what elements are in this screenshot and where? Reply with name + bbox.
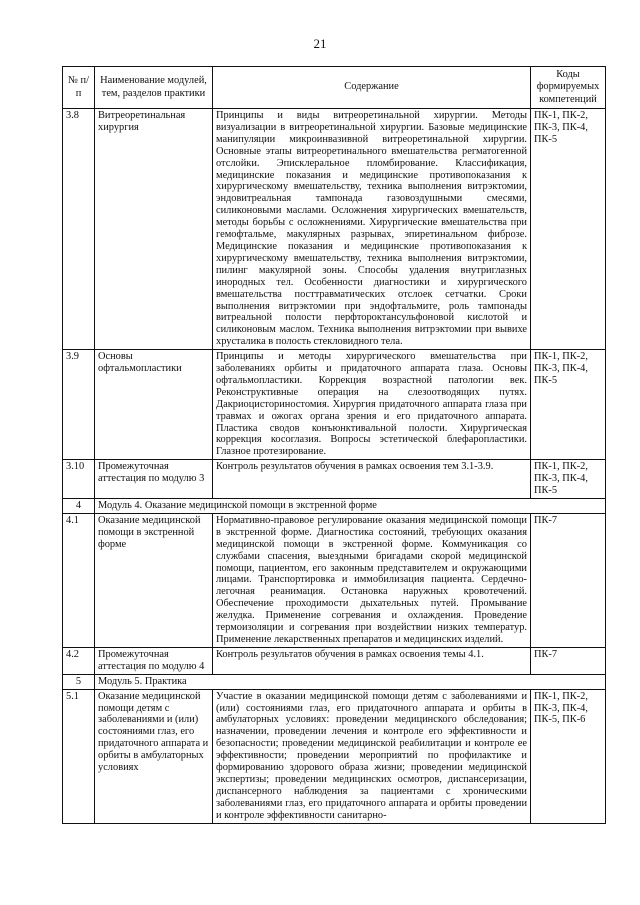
row-codes: ПК-1, ПК-2, ПК-3, ПК-4, ПК-5 (531, 350, 606, 460)
row-codes: ПК-1, ПК-2, ПК-3, ПК-4, ПК-5 (531, 460, 606, 499)
module-num: 4 (63, 499, 95, 514)
row-name: Промежуточная аттестация по модулю 3 (95, 460, 213, 499)
table-row-3-8 (63, 109, 606, 350)
table-row-5-1 (63, 689, 606, 823)
table-row-4-2 (63, 647, 606, 674)
row-name: Витреоретинальная хирургия (95, 109, 213, 350)
module-4-row (63, 499, 606, 514)
row-codes: ПК-1, ПК-2, ПК-3, ПК-4, ПК-5, ПК-6 (531, 689, 606, 823)
page-number: 21 (313, 36, 327, 51)
table-row-3-9 (63, 350, 606, 460)
row-content: Участие в оказании медицинской помощи детям с заболеваниями и (или) состояниями глаз, его придаточного аппарата и орбиты в амбулаторных условиях: проведении медицинского обследования; назначении, проведении лечения и контроле его эффективности и безопасности; проведении медицинской реабилитации и контроле ее эффективности; проведении мероприятий по профилактике и формированию здорового образа жизни; проведении медицинской экспертизы; проведении медицинских осмотров, диспансеризации, диспансерного наблюдения за пациентами с хроническими заболеваниями глаз, его придаточного аппарата и орбиты проведении и контроле эффективности санитарно- (213, 689, 531, 823)
row-content: Контроль результатов обучения в рамках освоения темы 4.1. (213, 647, 531, 674)
table-header-row (63, 67, 606, 109)
row-name: Основы офтальмопластики (95, 350, 213, 460)
curriculum-table (62, 66, 606, 824)
row-codes: ПК-7 (531, 513, 606, 647)
row-name: Промежуточная аттестация по модулю 4 (95, 647, 213, 674)
row-num: 4.1 (63, 513, 95, 647)
header-content: Содержание (213, 67, 531, 109)
module-title: Модуль 4. Оказание медицинской помощи в экстренной форме (95, 499, 606, 514)
row-codes: ПК-7 (531, 647, 606, 674)
header-num: № п/п (63, 67, 95, 109)
table-row-3-10 (63, 460, 606, 499)
row-name: Оказание медицинской помощи в экстренной форме (95, 513, 213, 647)
row-content: Контроль результатов обучения в рамках освоения тем 3.1-3.9. (213, 460, 531, 499)
row-num: 4.2 (63, 647, 95, 674)
header-name: Наименование модулей, тем, разделов практики (95, 67, 213, 109)
row-num: 3.9 (63, 350, 95, 460)
row-codes: ПК-1, ПК-2, ПК-3, ПК-4, ПК-5 (531, 109, 606, 350)
header-codes: Коды формируемых компетенций (531, 67, 606, 109)
row-num: 5.1 (63, 689, 95, 823)
row-content: Принципы и виды витреоретинальной хирургии. Методы визуализации в витреоретинальной хирургии. Базовые медицинские манипуляции микроинвазивной витреоретинальной хирургии. Основные этапы витреоретинального вмешательства регматогенной отслойки. Эписклеральное пломбирование. Классификация, медицинские показания и медицинские противопоказания к хирургическому вмешательству, техника выполнения витрэктомии, эндовитреальная тампонада газовоздушными смесями, силиконовыми маслами. Осложнения хирургических вмешательств, методы борьбы с осложнениями. Хирургические вмешательства при гемофтальме, макулярных разрывах, эпиретинальном фиброзе. Медицинские показания и медицинские противопоказания к хирургическому вмешательству, техника выполнения витрэктомии, пилинг макулярной зоны. Способы удаления внутриглазных инородных тел. Особенности диагностики и хирургического вмешательства посттравматических отслоек сетчатки. Сроки выполнения витрэктомии при эндофтальмите, роль тампонады витреальной полости перфтороктансульфоновой кислотой и силиконовым маслом. Техника выполнения витрэктомии при вывихе хрусталика в полость стекловидного тела. (213, 109, 531, 350)
row-content: Принципы и методы хирургического вмешательства при заболеваниях орбиты и придаточного аппарата глаза. Основы офтальмопластики. Коррекция возрастной патологии век. Реконструктивные операция на слезоотводящих путях. Дакриоцисториностомия. Хирургия придаточного аппарата глаза при травмах и ожогах органа зрения и его придаточного аппарата. Пластика сводов конъюнктивальной полости. Хирургическая коррекция косоглазия. Вопросы эстетической блефаропластики. Глазное протезирование. (213, 350, 531, 460)
module-5-row (63, 674, 606, 689)
table-row-4-1 (63, 513, 606, 647)
module-num: 5 (63, 674, 95, 689)
row-num: 3.8 (63, 109, 95, 350)
row-content: Нормативно-правовое регулирование оказания медицинской помощи в экстренной форме. Диагностика состояний, требующих оказания медицинской помощи в экстренной форме. Коммуникация со службами спасения, выездными бригадами скорой медицинской помощи, пациентом, его законным представителем и окружающими лицами. Транспортировка и иммобилизация пациента. Сердечно-легочная реанимация. Остановка наружных кровотечений. Обеспечение проходимости дыхательных путей. Промывание желудка. Применение согревания и охлаждения. Проведение термоизоляции и согревания при воздействии низких температур. Применение лекарственных препаратов и медицинских изделий. (213, 513, 531, 647)
row-name: Оказание медицинской помощи детям с заболеваниями и (или) состояниями глаз, его придаточного аппарата и орбиты в амбулаторных условиях (95, 689, 213, 823)
module-title: Модуль 5. Практика (95, 674, 606, 689)
row-num: 3.10 (63, 460, 95, 499)
